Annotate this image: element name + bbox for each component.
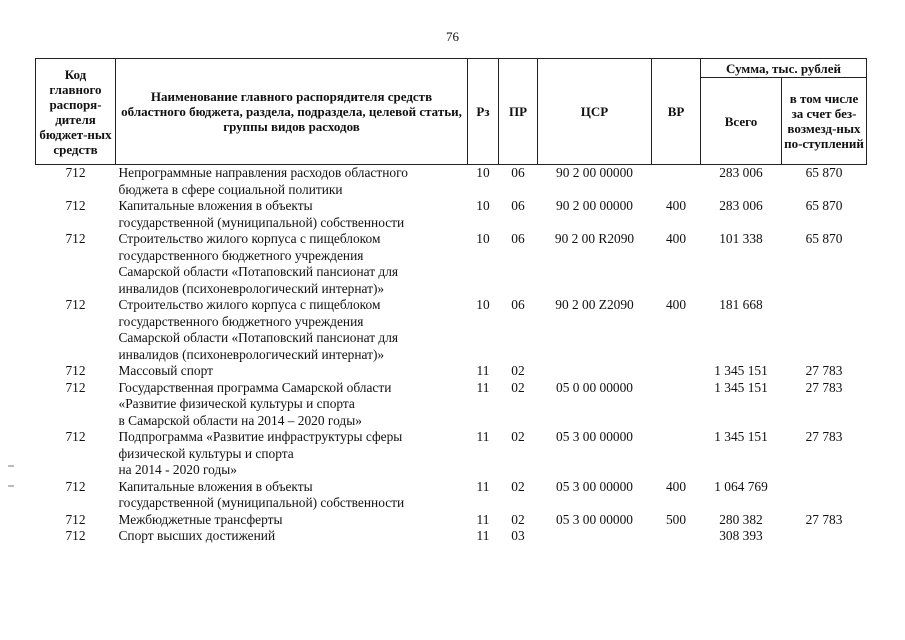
cell-total: 101 338 [719,231,763,246]
cell-name: Массовый спорт [118,363,213,378]
cell-pr: 02 [511,478,525,494]
scan-margin-mark [8,485,14,487]
cell-name: Капитальные вложения в объекты государственной (муниципальной) собственности [118,198,405,230]
cell-incl: 27 783 [805,363,843,378]
cell-total: 308 393 [719,528,763,543]
cell-rz: 10 [476,231,490,246]
cell-name: Спорт высших достижений [118,528,276,543]
table-row [36,198,867,231]
cell-incl: 27 783 [805,429,843,444]
header-vr: ВР [652,59,701,165]
cell-rz: 10 [476,297,490,312]
cell-pr: 02 [511,379,525,395]
cell-incl: 65 870 [805,231,843,246]
cell-rz: 11 [476,528,490,543]
cell-pr: 06 [511,198,525,213]
cell-rz: 11 [476,429,490,444]
header-csr: ЦСР [538,59,652,165]
table-body [36,165,867,545]
cell-csr [538,528,652,545]
cell-code: 712 [65,297,86,312]
header-sum-group: Сумма, тыс. рублей [701,59,867,78]
budget-table [35,58,867,545]
cell-vr: 400 [665,198,687,213]
cell-vr [652,528,701,545]
cell-csr: 05 3 00 00000 [556,429,633,444]
cell-total: 1 345 151 [714,363,768,378]
cell-name: Подпрограмма «Развитие инфраструктуры сферы физической культуры и спорта на 2014 - 2020 годы» [118,429,403,477]
cell-rz: 10 [476,165,490,180]
cell-total: 1 064 769 [714,478,768,494]
cell-csr: 90 2 00 R2090 [554,231,635,246]
table-row [36,380,867,430]
cell-incl [782,297,867,363]
cell-incl [782,528,867,545]
cell-csr: 05 3 00 00000 [556,511,633,527]
cell-csr: 05 3 00 00000 [556,478,633,494]
cell-vr [652,165,701,199]
cell-code: 712 [65,429,86,444]
header-total: Всего [701,78,782,165]
cell-csr: 90 2 00 00000 [556,198,633,213]
header-rz: Рз [468,59,499,165]
scan-margin-mark [8,465,14,467]
cell-csr: 05 0 00 00000 [556,379,633,395]
cell-rz: 11 [476,363,490,378]
header-incl: в том числе за счет без-возмезд-ных по-ступлений [782,78,867,165]
cell-vr [652,429,701,479]
cell-csr: 90 2 00 00000 [556,165,633,180]
cell-code: 712 [65,165,86,180]
header-name: Наименование главного распорядителя средств областного бюджета, раздела, подраздела, целевой статьи, группы видов расходов [116,59,468,165]
table-row [36,231,867,297]
cell-incl [782,479,867,512]
cell-vr: 500 [665,511,687,527]
cell-incl: 65 870 [805,165,843,180]
cell-code: 712 [65,511,86,527]
cell-total: 283 006 [719,165,763,180]
table-row [36,528,867,545]
cell-code: 712 [65,363,86,378]
cell-total: 1 345 151 [714,429,768,444]
page-number: 76 [446,29,459,44]
cell-rz: 11 [476,478,490,494]
cell-rz: 11 [476,379,490,395]
table-header [36,59,867,165]
table-row [36,429,867,479]
cell-code: 712 [65,528,86,543]
cell-pr: 06 [511,297,525,312]
cell-total: 181 668 [719,297,763,312]
cell-vr: 400 [665,478,687,494]
cell-code: 712 [65,379,86,395]
cell-pr: 06 [511,165,525,180]
cell-csr [538,363,652,380]
table-row [36,479,867,512]
cell-total: 283 006 [719,198,763,213]
cell-pr: 06 [511,231,525,246]
cell-name: Межбюджетные трансферты [118,511,283,527]
cell-rz: 10 [476,198,490,213]
cell-code: 712 [65,231,86,246]
cell-name: Строительство жилого корпуса с пищеблоком государственного бюджетного учреждения Самарской области «Потаповский пансионат для инвалидов (психоневрологический интернат)» [118,297,399,362]
cell-pr: 03 [511,528,525,543]
cell-pr: 02 [511,429,525,444]
cell-total: 280 382 [719,511,763,527]
cell-name: Строительство жилого корпуса с пищеблоком государственного бюджетного учреждения Самарской области «Потаповский пансионат для инвалидов (психоневрологический интернат)» [118,231,399,296]
cell-rz: 11 [476,511,490,527]
cell-name: Капитальные вложения в объекты государственной (муниципальной) собственности [118,478,405,510]
cell-vr: 400 [665,297,687,312]
cell-incl: 27 783 [805,511,843,527]
header-code: Код главного распоря-дителя бюджет-ных средств [36,59,116,165]
table-row [36,165,867,199]
cell-pr: 02 [511,363,525,378]
cell-code: 712 [65,198,86,213]
table-row [36,512,867,529]
cell-vr [652,380,701,430]
cell-name: Непрограммные направления расходов областного бюджета в сфере социальной политики [118,165,408,197]
cell-code: 712 [65,478,86,494]
header-pr: ПР [499,59,538,165]
cell-name: Государственная программа Самарской области «Развитие физической культуры и спорта в Самарской области на 2014 – 2020 годы» [118,379,392,428]
cell-incl: 65 870 [805,198,843,213]
table-row [36,363,867,380]
cell-incl: 27 783 [805,379,843,395]
cell-vr [652,363,701,380]
cell-vr: 400 [665,231,687,246]
cell-csr: 90 2 00 Z2090 [555,297,634,312]
cell-pr: 02 [511,511,525,527]
table-row [36,297,867,363]
cell-total: 1 345 151 [714,379,768,395]
